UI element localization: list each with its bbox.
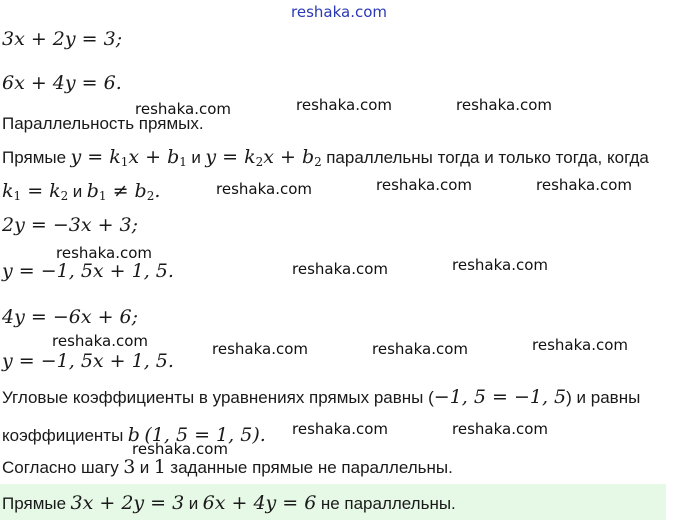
step-number-3: 3 [123,456,136,478]
watermark: reshaka.com [216,180,312,198]
rule-text-lines: Прямые [2,148,67,167]
slope-text-3: коэффициенты [2,426,124,445]
watermark: reshaka.com [292,420,388,438]
step-number-1: 1 [153,456,166,478]
step-text-1: Согласно шагу [2,458,119,477]
formula-k-equal: $k_1 = k_2$ [2,180,69,203]
rule-line-2 [2,180,160,203]
answer-box [0,484,666,520]
answer-text-2: не параллельны. [320,494,456,513]
answer-text-1: Прямые [2,494,67,513]
step-text-2: заданные прямые не параллельны. [170,458,453,477]
watermark: reshaka.com [135,100,231,118]
slope-formula: −1, 5 = −1, 5 [433,386,567,408]
rule-text-and: и [191,148,201,167]
watermark: reshaka.com [56,244,152,262]
watermark: reshaka.com [296,96,392,114]
answer-line [2,492,456,514]
formula-line-2: $y = k_2x + b_2$ [205,146,322,169]
watermark: reshaka.com [132,440,228,458]
formula-line-1: $y = k_1x + b_1$ [70,146,187,169]
equation-1: 3x + 2y = 3; [2,28,123,50]
rule-text-and-2: и [72,182,83,201]
calc-line-4: y = −1, 5x + 1, 5. [2,350,174,372]
step-text-and: и [139,458,150,477]
watermark: reshaka.com [452,256,548,274]
rule-text-condition: параллельны тогда и только тогда, когда [326,148,649,167]
slope-text-1: Угловые коэффициенты в уравнениях прямых равны ( [2,388,434,407]
watermark: reshaka.com [536,176,632,194]
calc-line-3: 4y = −6x + 6; [2,306,139,328]
watermark: reshaka.com [456,96,552,114]
slope-line-1 [2,386,640,408]
calc-line-1: 2y = −3x + 3; [2,214,139,236]
watermark: reshaka.com [212,340,308,358]
watermark: reshaka.com [452,420,548,438]
heading-parallel-lines: Параллельность прямых. [2,114,204,133]
watermark: reshaka.com [372,340,468,358]
calc-line-2: y = −1, 5x + 1, 5. [2,260,174,282]
watermark: reshaka.com [292,260,388,278]
equation-2: 6x + 4y = 6. [2,72,122,94]
answer-eq-2: 6x + 4y = 6 [202,492,317,514]
coef-b-values: (1, 5 = 1, 5). [144,424,266,446]
watermark: reshaka.com [291,3,387,21]
watermark: reshaka.com [376,176,472,194]
formula-b-not-equal: $b_1 \ne b_2$. [86,180,161,203]
answer-text-and: и [188,494,199,513]
coef-b: b [127,424,140,446]
answer-eq-1: 3x + 2y = 3 [70,492,185,514]
watermark: reshaka.com [52,332,148,350]
step-line [2,456,453,478]
slope-text-2: ) и равны [566,388,641,407]
rule-line-1 [2,146,649,169]
watermark: reshaka.com [532,336,628,354]
